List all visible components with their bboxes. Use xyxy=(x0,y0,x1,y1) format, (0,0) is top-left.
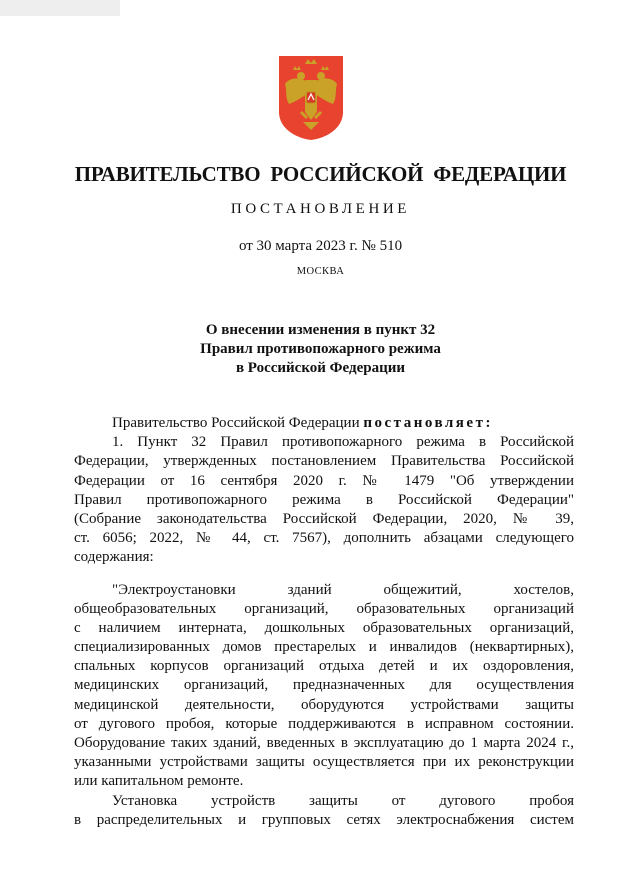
paragraph-2 xyxy=(74,792,574,830)
body-line: от дугового пробоя, которые поддерживаются в исправном состоянии. xyxy=(74,715,574,732)
body-line: медицинских организаций, предназначенных для осуществления xyxy=(74,677,574,694)
government-name: ПРАВИТЕЛЬСТВО РОССИЙСКОЙ ФЕДЕРАЦИИ xyxy=(74,162,567,186)
body-line: "Электроустановки зданий общежитий, хостелов, xyxy=(112,581,574,598)
body-line: Установка устройств защиты от дугового пробоя xyxy=(112,792,574,809)
body-line: 1. Пункт 32 Правил противопожарного режима в Российской xyxy=(112,434,574,451)
title-line: О внесении изменения в пункт 32 xyxy=(205,322,436,338)
body-line: Правил противопожарного режима в Российской Федерации" xyxy=(74,491,574,508)
intro-text: Правительство Российской Федерации xyxy=(112,415,364,431)
body-line: медицинской деятельности, оборудуются устройствами защиты xyxy=(74,696,574,713)
body-line: в распределительных и групповых сетях электроснабжения систем xyxy=(74,811,574,828)
body-line: содержания: xyxy=(74,549,154,566)
document-body xyxy=(74,414,574,830)
intro-emphasis: постановляет: xyxy=(363,415,493,431)
body-line: специализированных домов престарелых и инвалидов (неквартирных), xyxy=(74,639,574,656)
document-date-number: от 30 марта 2023 г. № 510 xyxy=(238,238,403,254)
body-line: (Собрание законодательства Российской Федерации, 2020, № 39, xyxy=(74,510,574,527)
body-line: общеобразовательных организаций, образовательных организаций xyxy=(74,600,574,617)
body-line: с наличием интерната, дошкольных образовательных организаций, xyxy=(74,619,574,636)
title-line: в Российской Федерации xyxy=(235,360,406,376)
body-line: Федерации, утвержденных постановлением Правительства Российской xyxy=(74,453,574,470)
intro-line xyxy=(74,414,574,433)
body-line: указанными устройствами защиты осуществляется при их реконструкции xyxy=(74,754,574,771)
body-line: ст. 6056; 2022, № 44, ст. 7567), дополнить абзацами следующего xyxy=(74,530,574,547)
body-line: спальных корпусов организаций отдыха детей и их оздоровления, xyxy=(74,658,574,675)
body-line: Федерации от 16 сентября 2020 г. № 1479 "Об утверждении xyxy=(74,472,574,489)
document-type: ПОСТАНОВЛЕНИЕ xyxy=(230,201,411,217)
body-line: или капитальном ремонте. xyxy=(74,773,244,790)
quoted-amendment xyxy=(74,581,574,792)
coat-of-arms-icon xyxy=(277,54,345,140)
coat-of-arms-emblem xyxy=(277,54,345,140)
paragraph-1 xyxy=(74,433,574,567)
document-city: МОСКВА xyxy=(296,266,345,277)
title-line: Правил противопожарного режима xyxy=(200,341,441,357)
document-title xyxy=(0,321,641,378)
scan-corner-shade xyxy=(0,0,120,16)
body-line: Оборудование таких зданий, введенных в эксплуатацию до 1 марта 2024 г., xyxy=(74,735,574,751)
